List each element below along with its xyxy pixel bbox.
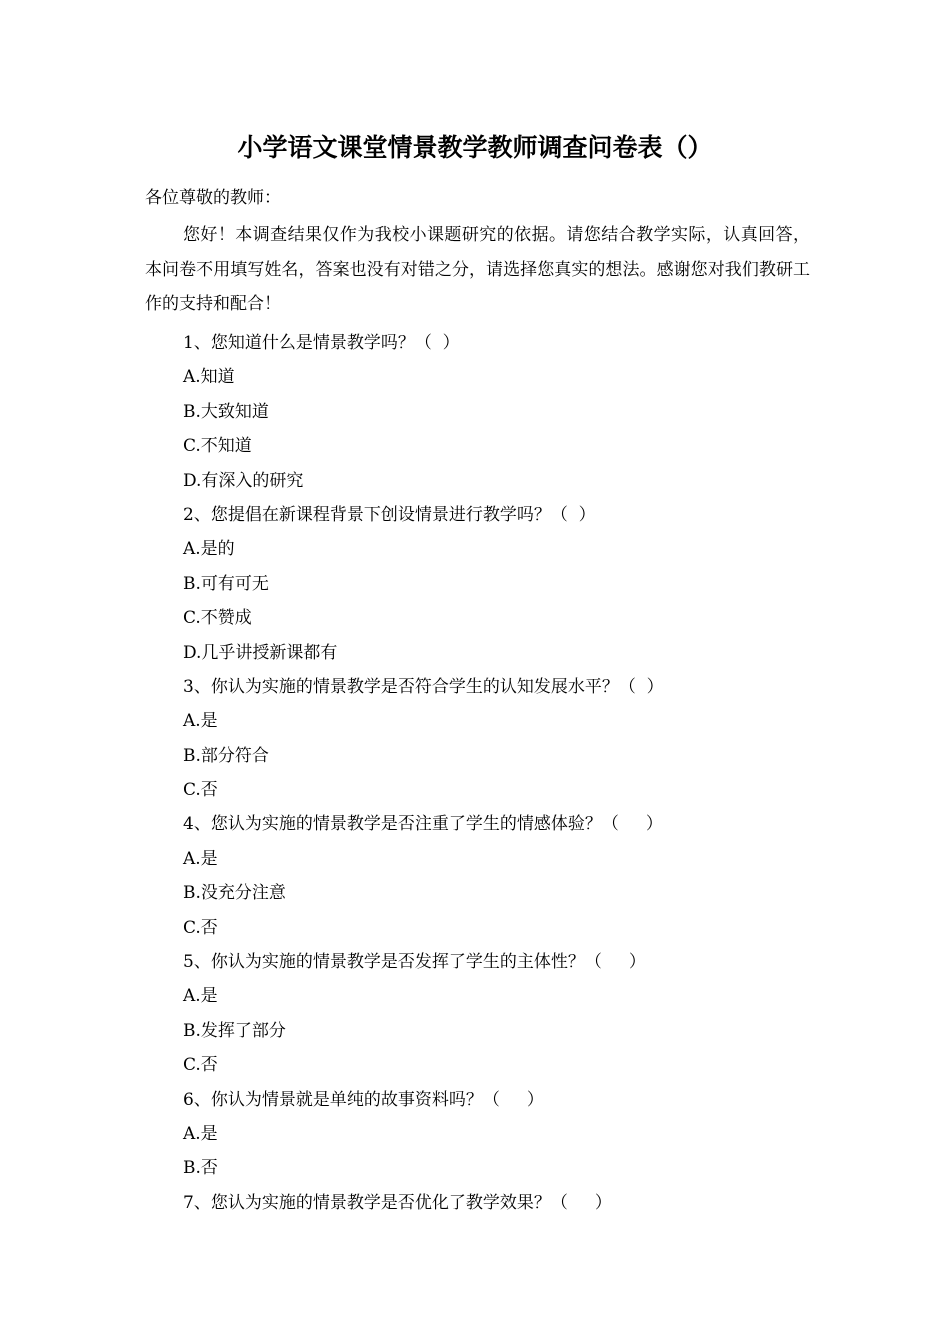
option-2-d: D.几乎讲授新课都有 <box>183 642 338 663</box>
question-2: 2、您提倡在新课程背景下创设情景进行教学吗？（ ） <box>183 504 596 525</box>
option-3-b: B.部分符合 <box>183 745 269 766</box>
option-5-b: B.发挥了部分 <box>183 1020 286 1041</box>
option-4-c: C.否 <box>183 917 218 938</box>
question-5: 5、你认为实施的情景教学是否发挥了学生的主体性？（ ） <box>183 952 646 973</box>
option-3-a: A.是 <box>183 711 218 732</box>
option-3-c: C.否 <box>183 780 218 801</box>
question-7: 7、您认为实施的情景教学是否优化了教学效果？（ ） <box>183 1192 612 1213</box>
option-6-b: B.否 <box>183 1158 218 1179</box>
option-5-c: C.否 <box>183 1055 218 1076</box>
option-1-c: C.不知道 <box>183 436 252 457</box>
intro-paragraph: 您好！本调查结果仅作为我校小课题研究的依据。请您结合教学实际，认真回答，本问卷不用填写姓名，答案也没有对错之分，请选择您真实的想法。感谢您对我们教研工作的支持和配合！ <box>145 225 810 314</box>
question-1: 1、您知道什么是情景教学吗？（ ） <box>183 333 460 353</box>
document-title: 小学语文课堂情景教学教师调查问卷表（） <box>237 133 713 162</box>
option-2-c: C.不赞成 <box>183 608 252 629</box>
option-4-b: B.没充分注意 <box>183 883 286 904</box>
option-1-b: B.大致知道 <box>183 401 269 422</box>
option-5-a: A.是 <box>183 986 218 1007</box>
option-6-a: A.是 <box>183 1123 218 1144</box>
question-6: 6、你认为情景就是单纯的故事资料吗？（ ） <box>183 1089 544 1110</box>
greeting: 各位尊敬的教师： <box>145 188 281 208</box>
option-2-b: B.可有可无 <box>183 573 269 594</box>
option-2-a: A.是的 <box>183 539 235 560</box>
option-1-a: A.知道 <box>183 367 235 388</box>
question-3: 3、你认为实施的情景教学是否符合学生的认知发展水平？（ ） <box>183 676 664 697</box>
question-list <box>183 326 664 1220</box>
question-4: 4、您认为实施的情景教学是否注重了学生的情感体验？（ ） <box>183 814 663 835</box>
option-4-a: A.是 <box>183 848 218 869</box>
option-1-d: D.有深入的研究 <box>183 470 304 491</box>
